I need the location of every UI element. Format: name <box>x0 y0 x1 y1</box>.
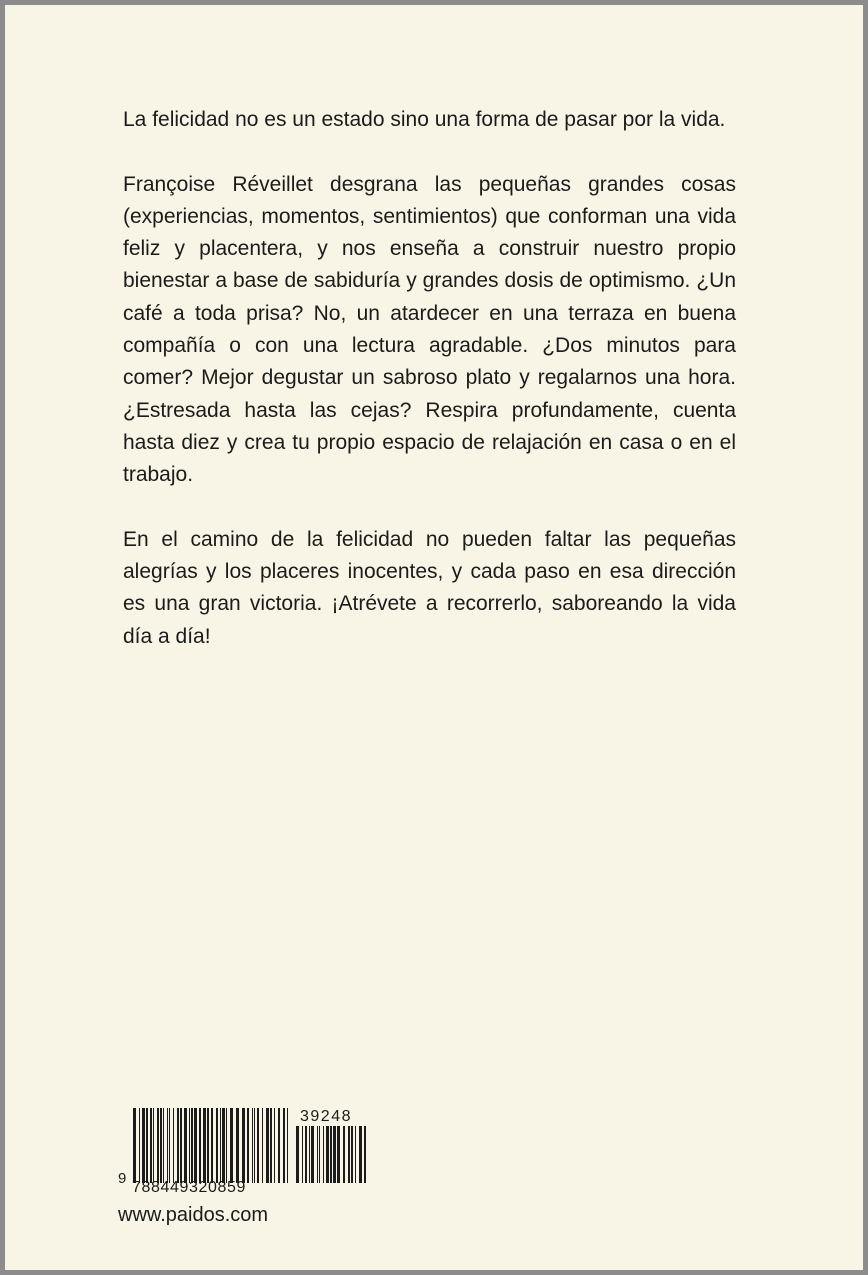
barcode-bar <box>184 1108 187 1183</box>
barcode-bar <box>266 1108 269 1183</box>
barcode-bar <box>305 1126 307 1183</box>
barcode-bar <box>194 1108 197 1183</box>
barcode-bar <box>189 1108 190 1183</box>
barcode-bar <box>180 1108 182 1183</box>
barcode-bar <box>311 1126 314 1183</box>
barcode-bar <box>150 1108 152 1183</box>
barcode-bar <box>333 1126 336 1183</box>
barcode-bar <box>230 1108 233 1183</box>
barcode-bar <box>274 1108 275 1183</box>
barcode-bar <box>254 1108 255 1183</box>
barcode-bar <box>242 1108 245 1183</box>
barcode-bar <box>323 1126 324 1183</box>
barcode-bar <box>167 1108 168 1183</box>
barcode-bar <box>220 1108 221 1183</box>
barcode-bar <box>199 1108 201 1183</box>
barcode-bar <box>309 1126 310 1183</box>
isbn-barcode <box>118 1108 383 1198</box>
barcode-bar <box>302 1126 303 1183</box>
barcode-bar <box>283 1108 285 1183</box>
isbn-number: 788449320859 <box>132 1179 246 1196</box>
barcode-bar <box>203 1108 206 1183</box>
isbn-lead-digit: 9 <box>118 1170 127 1187</box>
barcode-bar <box>278 1108 280 1183</box>
barcode-bar <box>287 1108 288 1183</box>
barcode-bar <box>252 1108 253 1183</box>
barcode-bar <box>359 1126 362 1183</box>
barcode-addon-number: 39248 <box>300 1108 352 1125</box>
barcode-bar <box>142 1108 145 1183</box>
barcode-bar <box>236 1108 239 1183</box>
barcode-bar <box>157 1108 159 1183</box>
barcode-bar <box>139 1108 140 1183</box>
barcode-bar <box>351 1126 353 1183</box>
barcode-bar <box>163 1108 164 1183</box>
barcode-bar <box>355 1126 356 1183</box>
barcode-bar <box>330 1126 332 1183</box>
barcode-bar <box>216 1108 218 1183</box>
barcode-bar <box>247 1108 249 1183</box>
barcode-bar <box>343 1126 345 1183</box>
publisher-website: www.paidos.com <box>118 1204 269 1226</box>
barcode-bar <box>177 1108 179 1183</box>
barcode-bar <box>146 1108 148 1183</box>
barcode-main-bars <box>133 1108 293 1183</box>
blurb-paragraph-3: En el camino de la felicidad no pueden faltar las pequeñas alegrías y los placeres inocentes, y cada paso en esa dirección es una gran victoria. ¡Atrévete a recorrerlo, saboreando la vida día a día! <box>123 527 736 648</box>
barcode-bar <box>226 1108 227 1183</box>
blurb-paragraph-2: Françoise Réveillet desgrana las pequeñas grandes cosas (experiencias, momentos, sentimientos) que conforman una vida feliz y placentera, y nos enseña a construir nuestro propio bienestar a base de sabiduría y grandes dosis de optimismo. ¿Un café a toda prisa? No, un atardecer en una terraza en buena compañía o con una lectura agradable. ¿Dos minutos para comer? Mejor degustar un sabroso plato y regalarnos una hora. ¿Estresada hasta las cejas? Respira profundamente, cuenta hasta diez y crea tu propio espacio de relajación en casa o en el trabajo. <box>123 172 736 487</box>
barcode-bar <box>270 1108 272 1183</box>
blurb-paragraph-1: La felicidad no es un estado sino una forma de pasar por la vida. <box>123 108 726 131</box>
barcode-bar <box>296 1126 299 1183</box>
barcode-bar <box>364 1126 366 1183</box>
barcode-bar <box>222 1108 225 1183</box>
barcode-bar <box>262 1108 263 1183</box>
barcode-bar <box>319 1126 320 1183</box>
barcode-bar <box>169 1108 170 1183</box>
barcode-bar <box>191 1108 193 1183</box>
barcode-bar <box>337 1126 340 1183</box>
barcode-bar <box>211 1108 213 1183</box>
barcode-bar <box>173 1108 174 1183</box>
barcode-bar <box>317 1126 318 1183</box>
barcode-bar <box>160 1108 162 1183</box>
barcode-addon-bars <box>296 1126 368 1183</box>
barcode-bar <box>207 1108 209 1183</box>
barcode-bar <box>326 1126 329 1183</box>
barcode-bar <box>348 1126 350 1183</box>
blurb-text <box>123 104 736 685</box>
barcode-bar <box>133 1108 136 1183</box>
barcode-bar <box>257 1108 259 1183</box>
barcode-bar <box>153 1108 154 1183</box>
back-cover <box>5 5 863 1270</box>
